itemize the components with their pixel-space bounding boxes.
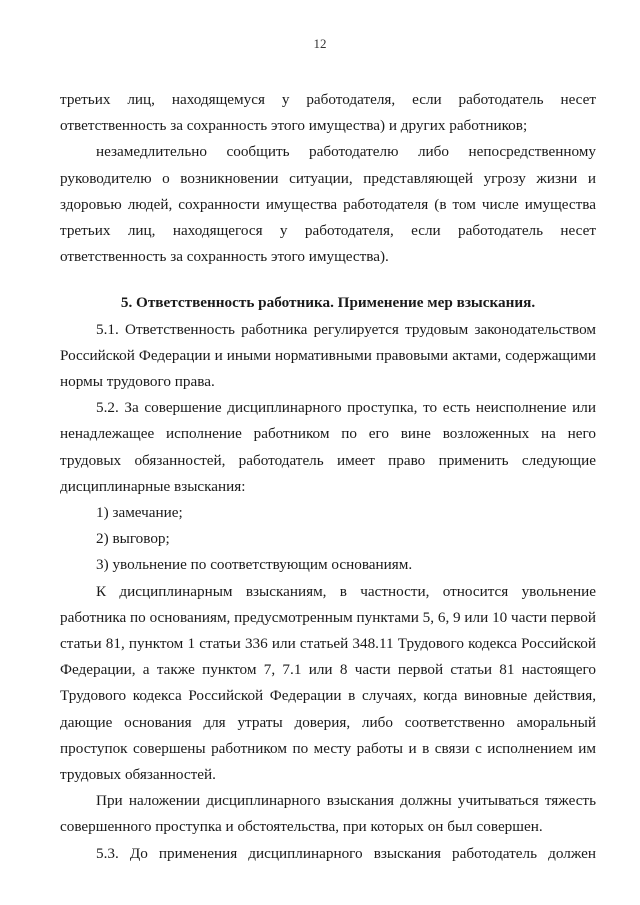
paragraph-report-duty: незамедлительно сообщить работодателю либо непосредственному руководителю о возникновении ситуации, представляющей угрозу жизни и здоровью людей, сохранности имущества работодателя (в том числе имущества третьих лиц, находящегося у работодателя, если работодатель несет ответственность за сохранность этого имущества). bbox=[60, 143, 596, 266]
list-item-rebuke: 2) выговор; bbox=[96, 530, 170, 548]
page-number: 12 bbox=[313, 36, 327, 51]
section-heading: 5. Ответственность работника. Применение мер взыскания. bbox=[120, 294, 536, 312]
paragraph-severity: При наложении дисциплинарного взыскания должны учитываться тяжесть совершенного проступка и обстоятельства, при которых он был совершен. bbox=[60, 792, 596, 836]
document-body bbox=[60, 87, 596, 867]
paragraph-5-1: 5.1. Ответственность работника регулируется трудовым законодательством Российской Федерации и иными нормативными правовыми актами, содержащими нормы трудового права. bbox=[60, 320, 596, 391]
paragraph-5-2: 5.2. За совершение дисциплинарного проступка, то есть неисполнение или ненадлежащее исполнение работником по его вине возложенных на него трудовых обязанностей, работодатель имеет право применить следующие дисциплинарные взыскания: bbox=[60, 399, 596, 495]
list-item-dismissal: 3) увольнение по соответствующим основаниям. bbox=[96, 556, 413, 574]
paragraph-continuation: третьих лиц, находящемуся у работодателя, если работодатель несет ответственность за сохранность этого имущества) и других работников; bbox=[60, 91, 596, 135]
paragraph-dismissal-grounds: К дисциплинарным взысканиям, в частности, относится увольнение работника по основаниям, предусмотренным пунктами 5, 6, 9 или 10 части первой статьи 81, пунктом 1 статьи 336 или статьей 348.11 Трудового кодекса Российской Федерации, а также пунктом 7, 7.1 или 8 части первой статьи 81 настоящего Трудового кодекса Российской Федерации в случаях, когда виновные действия, дающие основания для утраты доверия, либо соответственно аморальный проступок совершены работником по месту работы и в связи с исполнением им трудовых обязанностей. bbox=[60, 582, 596, 784]
list-item-reprimand: 1) замечание; bbox=[96, 504, 183, 522]
paragraph-5-3: 5.3. До применения дисциплинарного взыскания работодатель должен bbox=[96, 844, 596, 862]
